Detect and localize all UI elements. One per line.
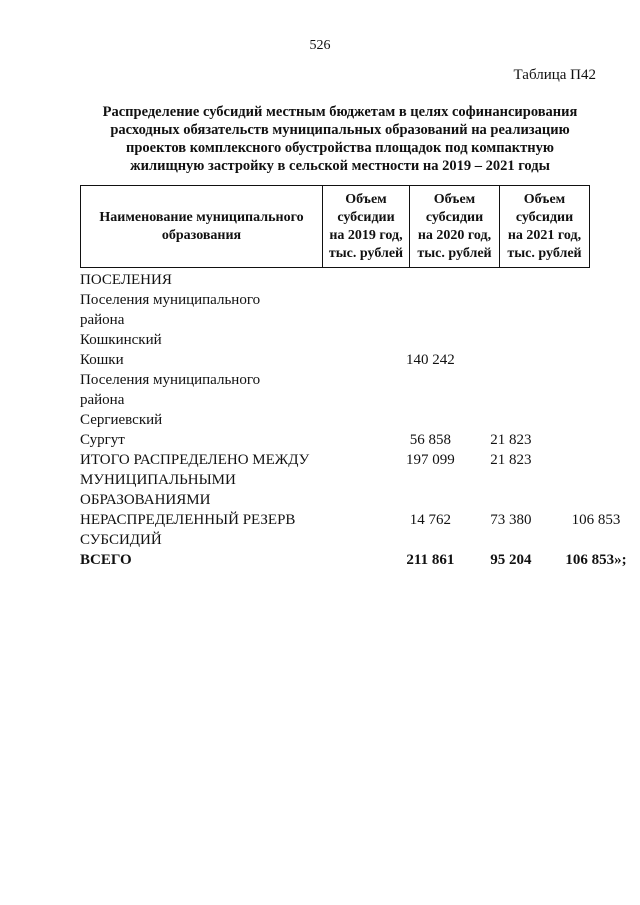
value-2019: 56 858: [409, 432, 452, 448]
row-name: ВСЕГО: [80, 552, 132, 568]
title-line: расходных обязательств муниципальных образований на реализацию: [110, 122, 570, 138]
title-line: проектов комплексного обустройства площадок под компактную: [126, 140, 554, 156]
group-label: Поселения муниципального района Сергиевский: [80, 372, 261, 428]
table-row: [80, 350, 640, 370]
title-line: Распределение субсидий местным бюджетам в целях софинансирования: [102, 104, 578, 120]
value-2020: 73 380: [490, 512, 532, 528]
header-2020: Объем субсидии на 2020 год, тыс. рублей: [410, 186, 500, 268]
table-row: [80, 290, 640, 350]
value-2021: 106 853: [571, 512, 621, 528]
table-row: [80, 430, 640, 450]
title-line: жилищную застройку в сельской местности на 2019 – 2021 годы: [130, 158, 550, 174]
row-name: Сургут: [80, 432, 125, 448]
group-label: Поселения муниципального района Кошкинский: [80, 292, 261, 348]
value-2019: 211 861: [406, 552, 455, 568]
header-2021: Объем субсидии на 2021 год, тыс. рублей: [500, 186, 590, 268]
value-2021: [552, 350, 640, 370]
table-row: [80, 450, 640, 510]
value-2019: 14 762: [409, 512, 452, 528]
table-row: [80, 510, 640, 550]
value-2020: 21 823: [490, 432, 532, 448]
table-row-total: [80, 550, 640, 570]
table-row: [80, 270, 640, 290]
document-title: [80, 103, 600, 175]
section-label: ПОСЕЛЕНИЯ: [80, 272, 172, 288]
value-2019: 197 099: [406, 452, 455, 468]
table-body: [80, 270, 640, 570]
value-2020: [470, 350, 552, 370]
table-id: Таблица П42: [513, 67, 596, 83]
row-name: ИТОГО РАСПРЕДЕЛЕНО МЕЖДУ МУНИЦИПАЛЬНЫМИ ОБРАЗОВАНИЯМИ: [80, 452, 310, 508]
value-2020: 95 204: [490, 552, 532, 568]
value-2021: [552, 430, 640, 450]
row-name: НЕРАСПРЕДЕЛЕННЫЙ РЕЗЕРВ СУБСИДИЙ: [80, 512, 296, 548]
value-2021: [552, 450, 640, 510]
row-name: Кошки: [80, 352, 124, 368]
header-2019: Объем субсидии на 2019 год, тыс. рублей: [323, 186, 410, 268]
value-2019: 140 242: [406, 352, 455, 368]
table-header: [80, 185, 590, 268]
header-name: Наименование муниципального образования: [81, 186, 323, 268]
value-2021: 106 853»;: [565, 552, 627, 568]
page-number: 526: [309, 38, 331, 53]
value-2020: 21 823: [490, 452, 532, 468]
table-row: [80, 370, 640, 430]
